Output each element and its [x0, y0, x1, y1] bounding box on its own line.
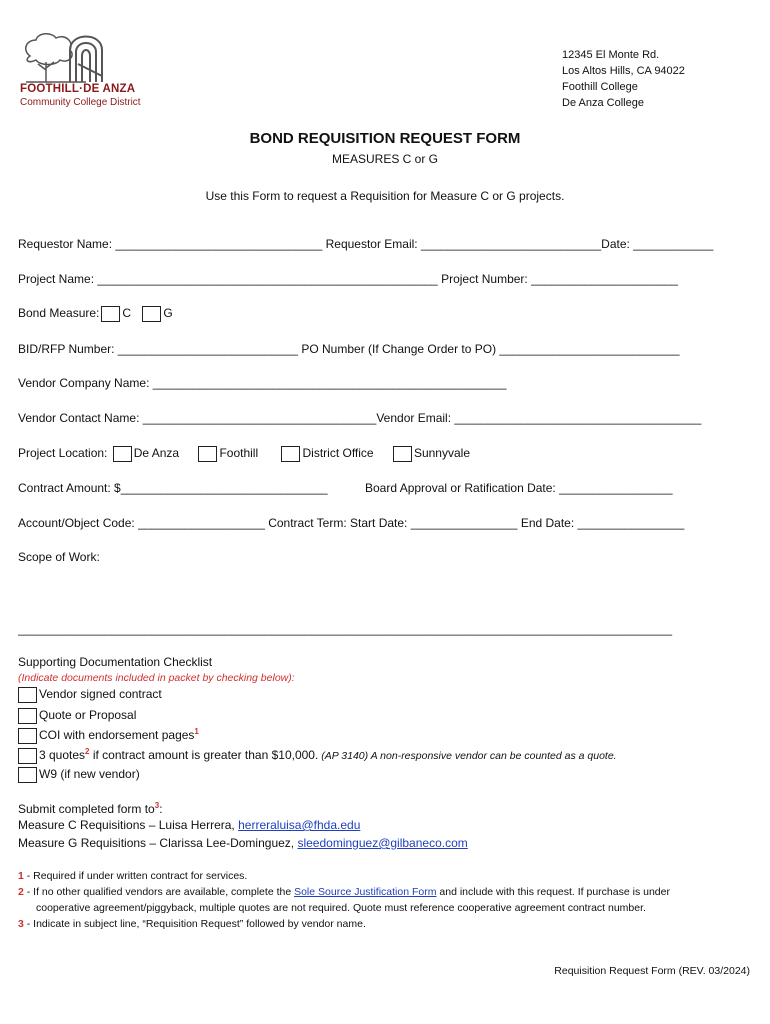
end-date-field[interactable]: End Date: ________________: [517, 516, 685, 530]
loc-deanza-checkbox[interactable]: [113, 446, 132, 462]
checklist-note: (Indicate documents included in packet by checking below):: [18, 672, 295, 684]
submit-heading-text: Submit completed form to: [18, 802, 155, 816]
scope-of-work-label: Scope of Work:: [18, 550, 100, 564]
checklist-heading: Supporting Documentation Checklist: [18, 655, 213, 669]
footnote-text: and include with this request. If purchase is under: [436, 886, 670, 898]
project-location-row: [18, 446, 470, 462]
loc-deanza-label: De Anza: [133, 446, 180, 461]
bid-rfp-field[interactable]: BID/RFP Number: ___________________________: [18, 342, 298, 356]
address-line-3: Foothill College: [562, 81, 638, 93]
footnote-3: [18, 916, 366, 932]
logo-subtitle: Community College District: [20, 97, 141, 108]
footnote-number: 2: [18, 886, 24, 898]
vendor-contact-field[interactable]: Vendor Contact Name: ___________________________________: [18, 411, 377, 425]
requestor-name-field[interactable]: Requestor Name: _______________________________: [18, 237, 323, 251]
footnote-number: 3: [18, 918, 24, 930]
sole-source-form-link[interactable]: Sole Source Justification Form: [294, 886, 437, 898]
checklist-checkbox[interactable]: [18, 708, 37, 724]
project-location-label: Project Location:: [18, 446, 108, 461]
address-line-2: Los Altos Hills, CA 94022: [562, 65, 685, 77]
requestor-row: [18, 237, 713, 251]
address-line-4: De Anza College: [562, 97, 644, 109]
checklist-label: 3 quotes: [39, 748, 86, 762]
submit-heading: [18, 801, 163, 816]
quotes-note: (AP 3140) A non-responsive vendor can be counted as a quote.: [318, 750, 617, 762]
checklist-checkbox[interactable]: [18, 748, 37, 764]
footnote-1: [18, 868, 247, 884]
form-title: BOND REQUISITION REQUEST FORM: [249, 130, 521, 147]
footnote-marker: 2: [85, 747, 90, 756]
loc-foothill-label: Foothill: [219, 446, 259, 461]
checklist-label: W9 (if new vendor): [39, 767, 140, 782]
footnote-text: - If no other qualified vendors are available, complete the: [23, 886, 295, 898]
board-approval-field[interactable]: Board Approval or Ratification Date: _________________: [365, 481, 673, 495]
bond-g-label: G: [163, 306, 173, 321]
measure-c-email-link[interactable]: herreraluisa@fhda.edu: [238, 818, 361, 832]
address-line-1: 12345 El Monte Rd.: [562, 49, 660, 61]
account-code-field[interactable]: Account/Object Code: ___________________: [18, 516, 265, 530]
checklist-label: COI with endorsement pages: [39, 728, 195, 742]
contract-amount-field[interactable]: Contract Amount: $_______________________________: [18, 481, 328, 495]
measure-g-contact: [18, 836, 468, 850]
measure-c-text: Measure C Requisitions – Luisa Herrera,: [18, 818, 239, 832]
bond-measure-label: Bond Measure:: [18, 306, 100, 321]
logo-name: FOOTHILL·DE ANZA: [20, 83, 136, 95]
project-number-field[interactable]: Project Number: ______________________: [437, 272, 678, 286]
checklist-item: [18, 687, 162, 703]
project-row: [18, 272, 678, 286]
form-instruction: Use this Form to request a Requisition for Measure C or G projects.: [205, 189, 565, 203]
checklist-checkbox[interactable]: [18, 728, 37, 744]
account-row: [18, 516, 684, 530]
loc-district-checkbox[interactable]: [281, 446, 300, 462]
submit-colon: :: [159, 802, 163, 816]
loc-sunnyvale-checkbox[interactable]: [393, 446, 412, 462]
loc-district-label: District Office: [302, 446, 374, 461]
checklist-item: [18, 708, 136, 724]
footnote-marker: 1: [194, 727, 199, 736]
vendor-contact-row: [18, 411, 701, 425]
measure-g-text: Measure G Requisitions – Clarissa Lee-Dominguez,: [18, 836, 298, 850]
checklist-item: [18, 727, 199, 744]
po-number-field[interactable]: PO Number (If Change Order to PO) ___________________________: [298, 342, 680, 356]
footnote-2-cont: cooperative agreement/piggyback, multiple quotes are not required. Quote must reference cooperative agreement contract number.: [36, 902, 646, 914]
quotes-rest: if contract amount is greater than $10,000.: [89, 748, 319, 762]
project-name-field[interactable]: Project Name: ___________________________________________________: [18, 272, 438, 286]
start-date-field[interactable]: Contract Term: Start Date: ________________: [264, 516, 518, 530]
vendor-email-field[interactable]: Vendor Email: _____________________________________: [376, 411, 702, 425]
loc-foothill-checkbox[interactable]: [198, 446, 217, 462]
date-field[interactable]: Date: ____________: [601, 237, 714, 251]
bond-c-checkbox[interactable]: [101, 306, 120, 322]
bond-c-label: C: [122, 306, 132, 321]
measure-c-contact: [18, 818, 360, 832]
bid-row: [18, 342, 680, 356]
arch-icon: [70, 37, 102, 83]
bond-measure-row: [18, 306, 173, 322]
measure-g-email-link[interactable]: sleedominguez@gilbaneco.com: [297, 836, 468, 850]
checklist-checkbox[interactable]: [18, 767, 37, 783]
checklist-label: Quote or Proposal: [39, 708, 137, 723]
scope-of-work-field[interactable]: __________________________________________________________________________________________________: [18, 622, 673, 636]
checklist-checkbox[interactable]: [18, 687, 37, 703]
vendor-company-field[interactable]: Vendor Company Name: _____________________________________________________: [18, 376, 507, 390]
loc-sunnyvale-label: Sunnyvale: [413, 446, 470, 461]
footnote-text: - Required if under written contract for services.: [23, 870, 248, 882]
footnote-marker: 3: [154, 801, 160, 810]
checklist-item: [18, 747, 617, 764]
footnote-number: 1: [18, 870, 24, 882]
form-revision: Requisition Request Form (REV. 03/2024): [554, 965, 750, 977]
requestor-email-field[interactable]: Requestor Email: ___________________________: [322, 237, 602, 251]
checklist-item: [18, 767, 140, 783]
footnote-text: - Indicate in subject line, “Requisition Request” followed by vendor name.: [23, 918, 366, 930]
checklist-label: Vendor signed contract: [39, 687, 162, 702]
bond-g-checkbox[interactable]: [142, 306, 161, 322]
form-subtitle: MEASURES C or G: [331, 152, 439, 166]
footnote-2: [18, 884, 748, 900]
